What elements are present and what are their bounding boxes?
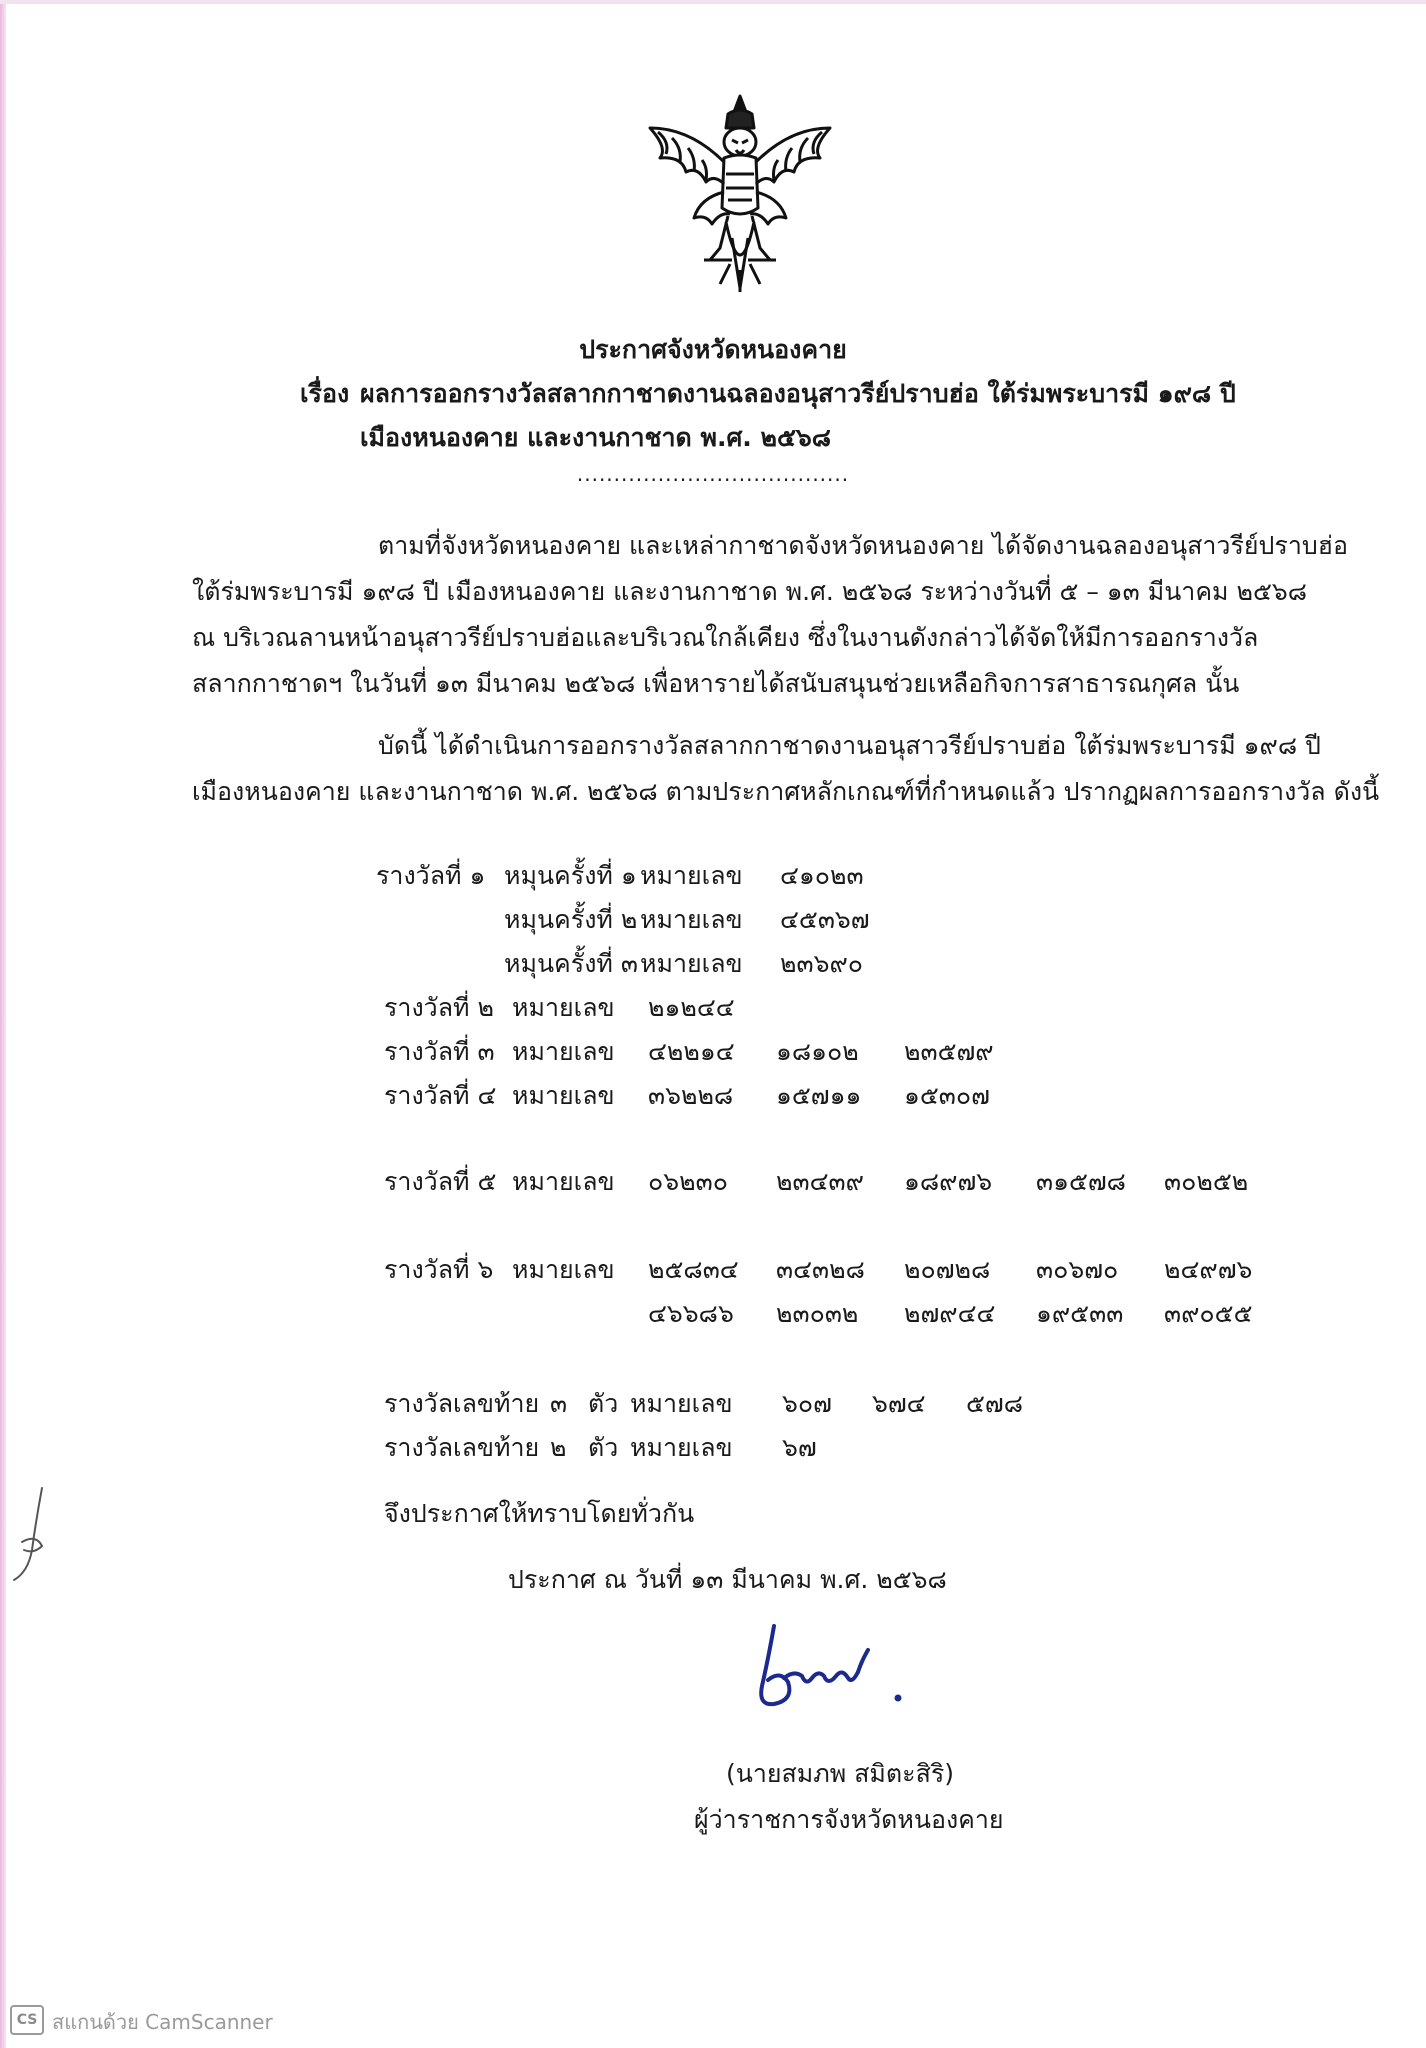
last3-number-label: หมายเลข — [630, 1389, 733, 1418]
prize-2-number-label: หมายเลข — [512, 993, 615, 1022]
paragraph-1-line-4: สลากกาชาดฯ ในวันที่ ๑๓ มีนาคม ๒๕๖๘ เพื่อหารายได้สนับสนุนช่วยเหลือกิจการสาธารณกุศล นั้น — [192, 669, 1240, 698]
signer-position: ผู้ว่าราชการจังหวัดหนองคาย — [694, 1805, 1004, 1834]
prize-6-number-label: หมายเลข — [512, 1255, 615, 1284]
prize-3-number-1: ๔๒๒๑๔ — [648, 1037, 735, 1066]
prize-5-label: รางวัลที่ ๕ — [384, 1167, 497, 1196]
signer-name: (นายสมภพ สมิตะสิริ) — [726, 1759, 955, 1788]
prize-1-spin-2-number-label: หมายเลข — [640, 905, 743, 934]
last3-number-2: ๖๗๔ — [872, 1389, 926, 1418]
last2-label: รางวัลเลขท้าย — [384, 1433, 540, 1462]
prize-1-label: รางวัลที่ ๑ — [376, 861, 486, 890]
subject-line-2: เมืองหนองคาย และงานกาชาด พ.ศ. ๒๕๖๘ — [360, 423, 832, 452]
prize-6-number-1: ๒๕๘๓๔ — [648, 1255, 739, 1284]
prize-5-number-3: ๑๘๙๗๖ — [904, 1167, 993, 1196]
prize-4-number-1: ๓๖๒๒๘ — [648, 1081, 734, 1110]
paragraph-2-line-1: บัดนี้ ได้ดำเนินการออกรางวัลสลากกาชาดงานอนุสาวรีย์ปราบฮ่อ ใต้ร่มพระบารมี ๑๙๘ ปี — [378, 731, 1321, 760]
prize-3-number-label: หมายเลข — [512, 1037, 615, 1066]
prize-3-number-3: ๒๓๕๗๙ — [904, 1037, 994, 1066]
prize-6-number-9: ๑๙๕๓๓ — [1036, 1299, 1124, 1328]
last3-number-1: ๖๐๗ — [782, 1389, 832, 1418]
last3-number-3: ๕๗๘ — [966, 1389, 1024, 1418]
prize-6-number-6: ๔๖๖๘๖ — [648, 1299, 734, 1328]
signature-icon — [728, 1620, 928, 1720]
paragraph-2-line-2: เมืองหนองคาย และงานกาชาด พ.ศ. ๒๕๖๘ ตามประกาศหลักเกณฑ์ที่กำหนดแล้ว ปรากฏผลการออกรางวัล ดังนี้ — [192, 777, 1380, 806]
subject-label: เรื่อง — [300, 379, 350, 408]
closing-date: ประกาศ ณ วันที่ ๑๓ มีนาคม พ.ศ. ๒๕๖๘ — [508, 1565, 947, 1594]
prize-1-spin-1: หมุนครั้งที่ ๑ — [504, 861, 637, 890]
prize-5-number-2: ๒๓๔๓๙ — [776, 1167, 864, 1196]
paragraph-1-line-1: ตามที่จังหวัดหนองคาย และเหล่ากาชาดจังหวัดหนองคาย ได้จัดงานฉลองอนุสาวรีย์ปราบฮ่อ — [378, 531, 1348, 560]
prize-6-label: รางวัลที่ ๖ — [384, 1255, 494, 1284]
margin-mark-icon — [2, 1480, 52, 1590]
prize-1-spin-2: หมุนครั้งที่ ๒ — [504, 905, 638, 934]
prize-2-number: ๒๑๒๔๔ — [648, 993, 735, 1022]
prize-3-label: รางวัลที่ ๓ — [384, 1037, 495, 1066]
last2-number-label: หมายเลข — [630, 1433, 733, 1462]
prize-5-number-4: ๓๑๕๗๘ — [1036, 1167, 1126, 1196]
paragraph-1-line-3: ณ บริเวณลานหน้าอนุสาวรีย์ปราบฮ่อและบริเวณใกล้เคียง ซึ่งในงานดังกล่าวได้จัดให้มีการออกรางวัล — [192, 623, 1259, 652]
garuda-emblem-icon — [640, 88, 840, 298]
paragraph-1-line-2: ใต้ร่มพระบารมี ๑๙๘ ปี เมืองหนองคาย และงานกาชาด พ.ศ. ๒๕๖๘ ระหว่างวันที่ ๕ – ๑๓ มีนาคม ๒๕๖๘ — [192, 577, 1308, 606]
prize-6-number-5: ๒๔๙๗๖ — [1164, 1255, 1253, 1284]
last2-number-1: ๖๗ — [782, 1433, 817, 1462]
document-title: ประกาศจังหวัดหนองคาย — [579, 335, 847, 364]
prize-4-number-2: ๑๕๗๑๑ — [776, 1081, 862, 1110]
prize-5-number-5: ๓๐๒๕๒ — [1164, 1167, 1249, 1196]
prize-1-spin-1-number: ๔๑๐๒๓ — [780, 861, 864, 890]
camscanner-logo: CS — [10, 2005, 44, 2035]
prize-1-spin-2-number: ๔๕๓๖๗ — [780, 905, 870, 934]
prize-4-label: รางวัลที่ ๔ — [384, 1081, 497, 1110]
prize-5-number-1: ๐๖๒๓๐ — [648, 1167, 728, 1196]
prize-1-spin-3-number: ๒๓๖๙๐ — [780, 949, 864, 978]
prize-1-spin-3-number-label: หมายเลข — [640, 949, 743, 978]
prize-2-label: รางวัลที่ ๒ — [384, 993, 494, 1022]
last3-digits: ๓ — [550, 1389, 568, 1418]
prize-6-number-7: ๒๓๐๓๒ — [776, 1299, 859, 1328]
prize-4-number-3: ๑๕๓๐๗ — [904, 1081, 990, 1110]
last2-digits: ๒ — [550, 1433, 567, 1462]
closing-announce: จึงประกาศให้ทราบโดยทั่วกัน — [384, 1499, 695, 1528]
prize-3-number-2: ๑๘๑๐๒ — [776, 1037, 859, 1066]
page-edge-top — [0, 0, 1426, 4]
prize-6-number-3: ๒๐๗๒๘ — [904, 1255, 991, 1284]
last2-unit: ตัว — [588, 1433, 619, 1462]
title-divider-dots: ..................................... — [576, 462, 850, 486]
camscanner-watermark: สแกนด้วย CamScanner — [52, 2010, 273, 2034]
subject-line-1: ผลการออกรางวัลสลากกาชาดงานฉลองอนุสาวรีย์ปราบฮ่อ ใต้ร่มพระบารมี ๑๙๘ ปี — [360, 379, 1236, 408]
prize-6-number-2: ๓๔๓๒๘ — [776, 1255, 865, 1284]
prize-1-spin-1-number-label: หมายเลข — [640, 861, 743, 890]
prize-6-number-4: ๓๐๖๗๐ — [1036, 1255, 1119, 1284]
prize-4-number-label: หมายเลข — [512, 1081, 615, 1110]
prize-6-number-10: ๓๙๐๕๕ — [1164, 1299, 1253, 1328]
prize-6-number-8: ๒๗๙๔๔ — [904, 1299, 996, 1328]
last3-label: รางวัลเลขท้าย — [384, 1389, 540, 1418]
prize-1-spin-3: หมุนครั้งที่ ๓ — [504, 949, 638, 978]
last3-unit: ตัว — [588, 1389, 619, 1418]
prize-5-number-label: หมายเลข — [512, 1167, 615, 1196]
page-edge-left — [0, 0, 6, 2048]
